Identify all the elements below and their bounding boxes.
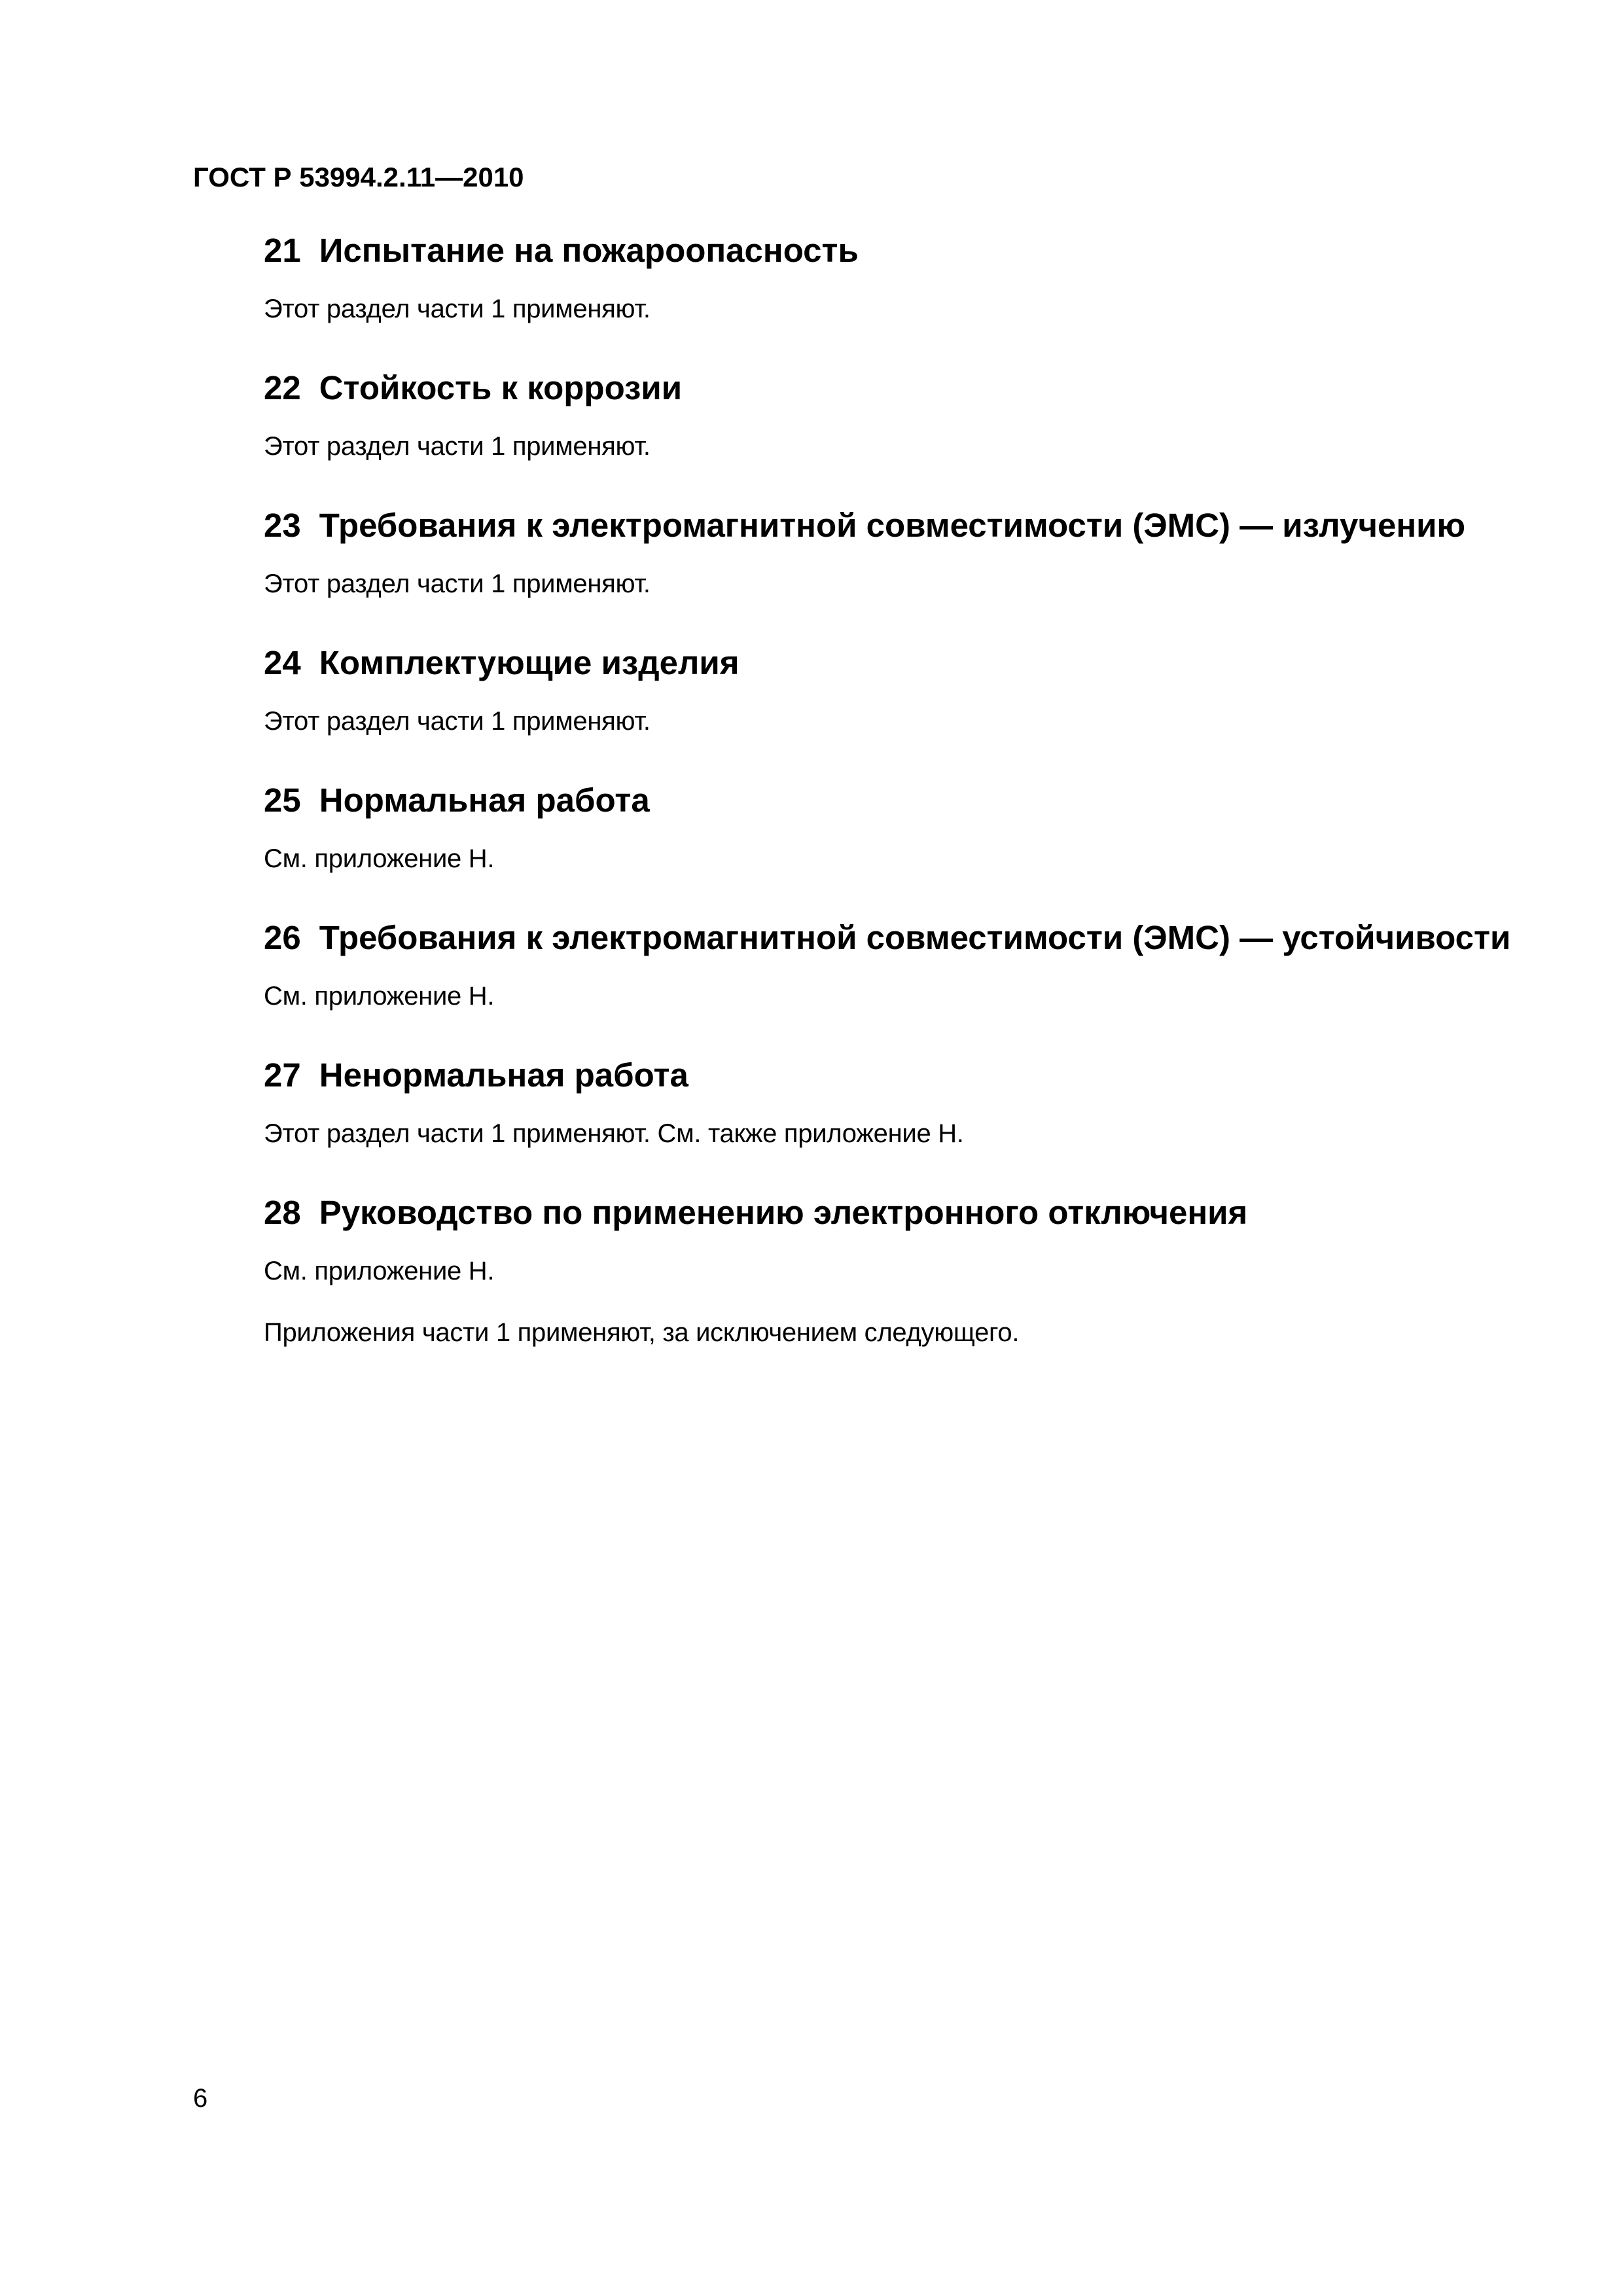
section-heading — [264, 365, 1546, 411]
section-27 — [264, 1052, 1546, 1152]
section-title: Испытание на пожароопасность — [319, 232, 859, 269]
section-28 — [264, 1190, 1546, 1289]
section-title: Нормальная работа — [319, 781, 650, 819]
section-heading — [264, 778, 1546, 823]
section-heading — [264, 915, 1546, 961]
section-title: Руководство по применению электронного отключения — [319, 1194, 1248, 1231]
section-title: Стойкость к коррозии — [319, 369, 683, 406]
section-text: Этот раздел части 1 применяют. — [264, 432, 651, 461]
section-text: Этот раздел части 1 применяют. — [264, 295, 651, 323]
section-title: Требования к электромагнитной совместимости (ЭМС) — устойчивости — [319, 919, 1511, 956]
section-number: 27 — [264, 1056, 301, 1094]
section-number: 21 — [264, 232, 301, 269]
section-22 — [264, 365, 1546, 465]
section-heading — [264, 1190, 1546, 1236]
section-text: Этот раздел части 1 применяют. — [264, 569, 651, 598]
section-text: См. приложение Н. — [264, 1257, 495, 1285]
section-heading — [264, 228, 1546, 274]
closing-paragraph: Приложения части 1 применяют, за исключением следующего. — [264, 1318, 1020, 1347]
section-text: См. приложение Н. — [264, 982, 495, 1011]
section-24 — [264, 640, 1546, 740]
section-number: 23 — [264, 507, 301, 544]
document-body — [264, 228, 1546, 1389]
section-title: Комплектующие изделия — [319, 644, 740, 681]
section-23 — [264, 503, 1546, 602]
section-25 — [264, 778, 1546, 877]
section-number: 26 — [264, 919, 301, 956]
document-designation: ГОСТ Р 53994.2.11—2010 — [193, 162, 524, 192]
section-text: Этот раздел части 1 применяют. См. также приложение Н. — [264, 1119, 964, 1148]
section-21 — [264, 228, 1546, 327]
page-number: 6 — [193, 2084, 208, 2113]
section-text: Этот раздел части 1 применяют. — [264, 707, 651, 736]
section-heading — [264, 640, 1546, 686]
section-heading — [264, 503, 1546, 548]
section-text: См. приложение Н. — [264, 844, 495, 873]
section-number: 22 — [264, 369, 301, 406]
section-title: Ненормальная работа — [319, 1056, 688, 1094]
section-heading — [264, 1052, 1546, 1098]
section-number: 25 — [264, 781, 301, 819]
section-number: 24 — [264, 644, 301, 681]
section-title: Требования к электромагнитной совместимости (ЭМС) — излучению — [319, 507, 1466, 544]
section-26 — [264, 915, 1546, 1014]
section-number: 28 — [264, 1194, 301, 1231]
